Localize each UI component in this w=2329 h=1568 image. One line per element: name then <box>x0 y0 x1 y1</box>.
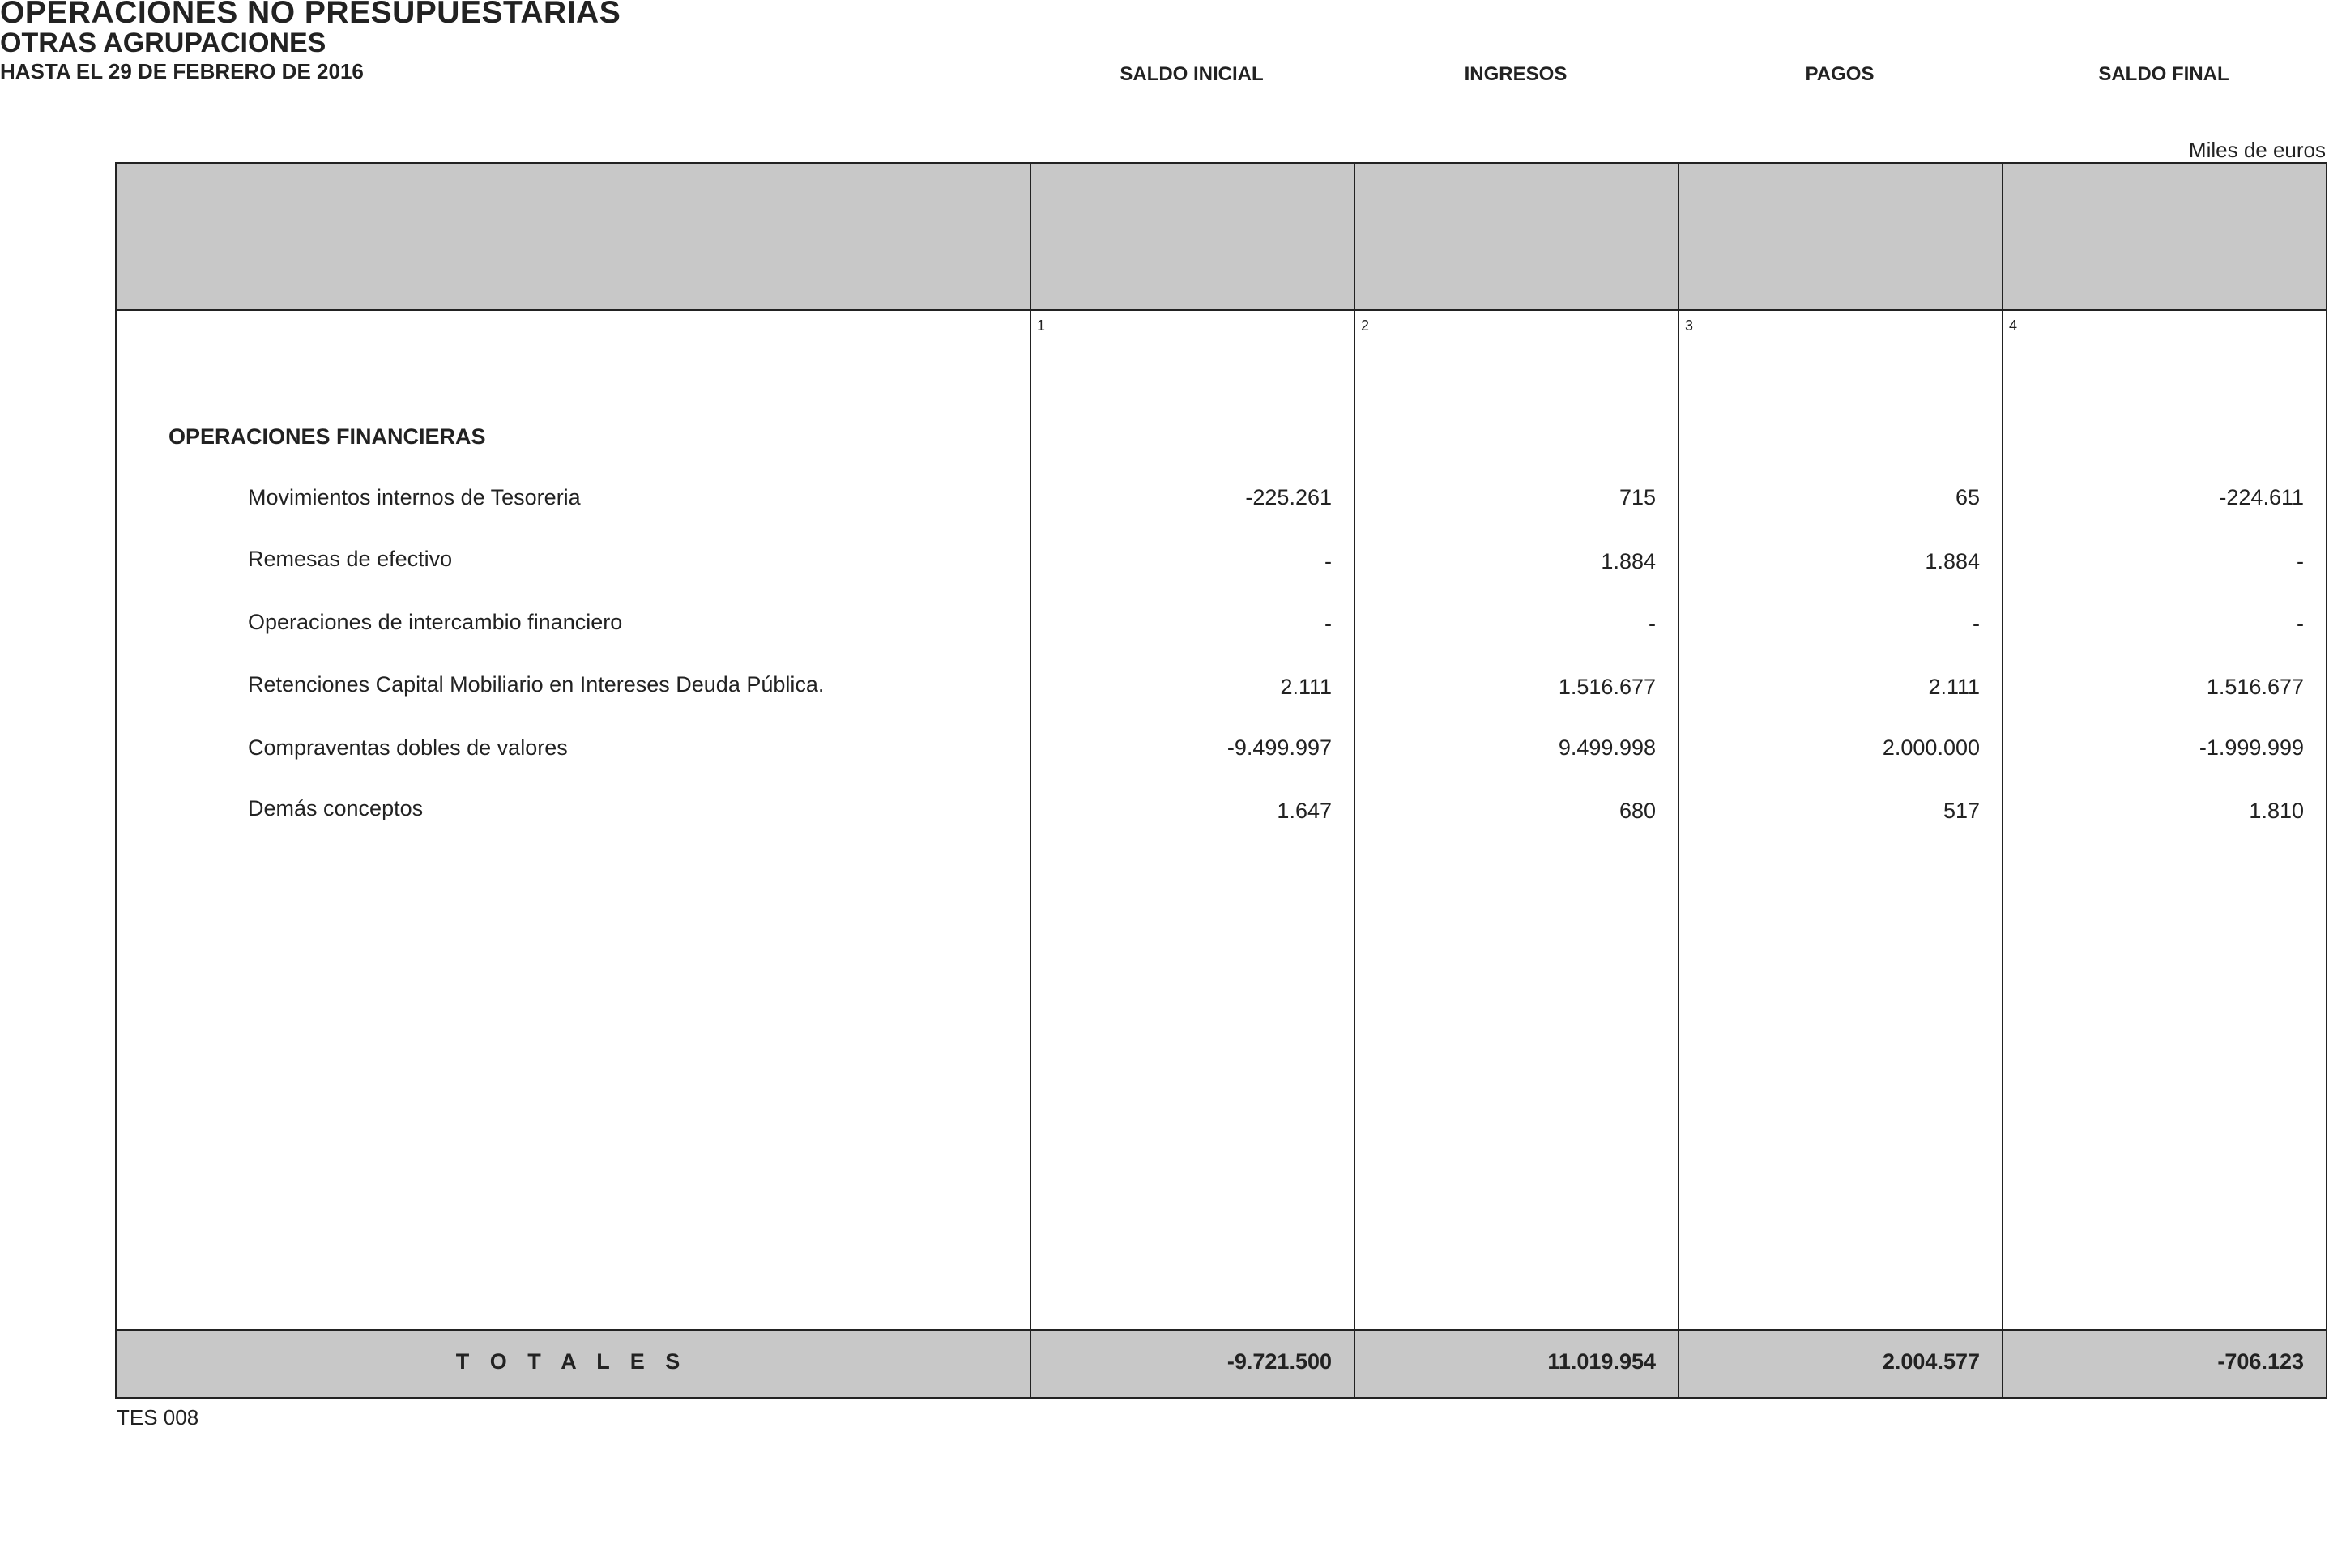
cell-saldo-inicial: -9.499.997 <box>1226 735 1332 760</box>
row-label: Movimientos internos de Tesoreria <box>248 485 581 509</box>
column-number: 4 <box>2009 317 2018 334</box>
column-divider <box>1030 164 1031 1397</box>
cell-saldo-final: 1.810 <box>2249 799 2304 823</box>
row-label: Demás conceptos <box>248 796 424 820</box>
total-ingresos: 11.019.954 <box>1547 1349 1656 1374</box>
cell-ingresos: 9.499.998 <box>1558 735 1656 760</box>
column-header-saldo-inicial: SALDO INICIAL <box>1120 63 1264 85</box>
cell-saldo-final: - <box>2297 549 2304 573</box>
cell-ingresos: 680 <box>1619 799 1656 823</box>
column-number: 1 <box>1037 317 1046 334</box>
cell-ingresos: 1.884 <box>1601 549 1656 573</box>
cell-pagos: 517 <box>1943 799 1980 823</box>
cell-pagos: - <box>1973 611 1980 636</box>
section-title: OPERACIONES FINANCIERAS <box>168 424 486 449</box>
cell-pagos: 1.884 <box>1925 549 1980 573</box>
report-subtitle: OTRAS AGRUPACIONES <box>0 28 326 58</box>
column-divider <box>2002 164 2003 1397</box>
cell-saldo-inicial: 1.647 <box>1277 799 1332 823</box>
cell-saldo-inicial: -225.261 <box>1245 485 1332 509</box>
units-label: Miles de euros <box>2188 138 2326 162</box>
cell-pagos: 65 <box>1955 485 1980 509</box>
total-saldo-inicial: -9.721.500 <box>1226 1349 1332 1374</box>
cell-saldo-inicial: 2.111 <box>1280 675 1332 699</box>
row-label: Compraventas dobles de valores <box>248 735 568 760</box>
column-header-pagos: PAGOS <box>1805 63 1875 85</box>
report-table <box>115 162 2327 1399</box>
column-divider <box>1354 164 1355 1397</box>
column-header-saldo-final: SALDO FINAL <box>2098 63 2229 85</box>
cell-pagos: 2.111 <box>1928 675 1980 699</box>
row-label: Operaciones de intercambio financiero <box>248 610 623 634</box>
table-header-band <box>117 164 2326 311</box>
column-number: 2 <box>1361 317 1370 334</box>
cell-saldo-inicial: - <box>1324 549 1332 573</box>
report-title: OPERACIONES NO PRESUPUESTARIAS <box>0 0 621 30</box>
report-period: HASTA EL 29 DE FEBRERO DE 2016 <box>0 59 364 83</box>
totals-label: T O T A L E S <box>455 1349 688 1374</box>
cell-saldo-final: 1.516.677 <box>2206 675 2304 699</box>
cell-ingresos: 1.516.677 <box>1558 675 1656 699</box>
form-code: TES 008 <box>117 1405 199 1430</box>
cell-ingresos: - <box>1649 611 1656 636</box>
total-pagos: 2.004.577 <box>1882 1349 1980 1374</box>
cell-saldo-final: -224.611 <box>2219 485 2304 509</box>
cell-saldo-final: -1.999.999 <box>2199 735 2304 760</box>
cell-pagos: 2.000.000 <box>1882 735 1980 760</box>
cell-saldo-final: - <box>2297 611 2304 636</box>
total-saldo-final: -706.123 <box>2217 1349 2304 1374</box>
column-divider <box>1678 164 1679 1397</box>
column-number: 3 <box>1685 317 1694 334</box>
cell-ingresos: 715 <box>1619 485 1656 509</box>
row-label: Remesas de efectivo <box>248 547 453 571</box>
column-header-ingresos: INGRESOS <box>1464 63 1568 85</box>
cell-saldo-inicial: - <box>1324 611 1332 636</box>
row-label: Retenciones Capital Mobiliario en Intereses Deuda Pública. <box>248 672 825 697</box>
